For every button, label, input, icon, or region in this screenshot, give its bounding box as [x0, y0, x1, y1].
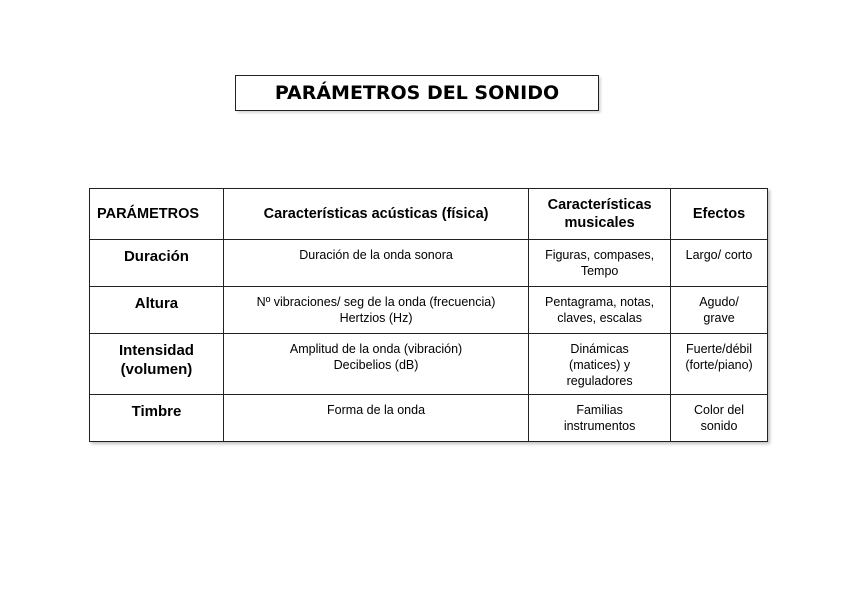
effects-cell — [671, 395, 768, 442]
acoustic-line-1: Amplitud de la onda (vibración) — [289, 342, 463, 356]
acoustic-line-2: Decibelios (dB) — [333, 358, 419, 372]
page-title: PARÁMETROS DEL SONIDO — [235, 75, 599, 111]
header-effects: Efectos — [671, 189, 768, 240]
effects-line-1: Largo/ corto — [685, 248, 753, 262]
musical-cell — [529, 334, 671, 395]
acoustic-cell — [223, 334, 528, 395]
header-acoustic: Características acústicas (física) — [223, 189, 528, 240]
effects-line-2: sonido — [700, 419, 738, 433]
header-musical-line-1: Características — [547, 197, 652, 213]
table-row — [90, 395, 768, 442]
musical-cell — [529, 240, 671, 287]
musical-cell — [529, 395, 671, 442]
effects-line-1: Agudo/ — [699, 295, 739, 309]
acoustic-cell — [223, 240, 528, 287]
table-header-row — [90, 189, 768, 240]
effects-cell — [671, 287, 768, 334]
effects-line-2: (forte/piano) — [685, 358, 753, 372]
param-cell — [90, 334, 224, 395]
param-line-2: (volumen) — [120, 361, 193, 378]
param-cell — [90, 395, 224, 442]
param-line-1: Timbre — [131, 403, 182, 420]
effects-line-1: Color del — [694, 403, 745, 417]
musical-line-2: claves, escalas — [557, 311, 642, 325]
acoustic-cell — [223, 287, 528, 334]
musical-line-1: Dinámicas — [570, 342, 629, 356]
musical-line-2: (matices) y — [569, 358, 631, 372]
param-line-1: Intensidad — [118, 342, 194, 359]
musical-line-1: Pentagrama, notas, — [545, 295, 655, 309]
param-cell — [90, 287, 224, 334]
musical-line-3: reguladores — [566, 374, 633, 388]
acoustic-line-1: Nº vibraciones/ seg de la onda (frecuencia) — [256, 295, 496, 309]
acoustic-line-1: Duración de la onda sonora — [299, 248, 453, 262]
table-row — [90, 240, 768, 287]
acoustic-line-2: Hertzios (Hz) — [339, 311, 413, 325]
musical-line-1: Familias — [576, 403, 623, 417]
table-row — [90, 334, 768, 395]
param-line-1: Altura — [134, 295, 179, 312]
musical-cell — [529, 287, 671, 334]
param-cell — [90, 240, 224, 287]
acoustic-line-1: Forma de la onda — [327, 403, 426, 417]
table-row — [90, 287, 768, 334]
musical-line-2: instrumentos — [563, 419, 636, 433]
musical-line-1: Figuras, compases, — [545, 248, 655, 262]
effects-cell — [671, 334, 768, 395]
effects-line-2: grave — [703, 311, 735, 325]
effects-cell — [671, 240, 768, 287]
param-line-1: Duración — [123, 248, 189, 265]
header-parameters: PARÁMETROS — [90, 189, 224, 240]
effects-line-1: Fuerte/débil — [686, 342, 753, 356]
acoustic-cell — [223, 395, 528, 442]
header-musical-line-2: musicales — [564, 215, 635, 231]
sound-parameters-table — [89, 188, 768, 442]
header-musical — [529, 189, 671, 240]
musical-line-2: Tempo — [580, 264, 619, 278]
